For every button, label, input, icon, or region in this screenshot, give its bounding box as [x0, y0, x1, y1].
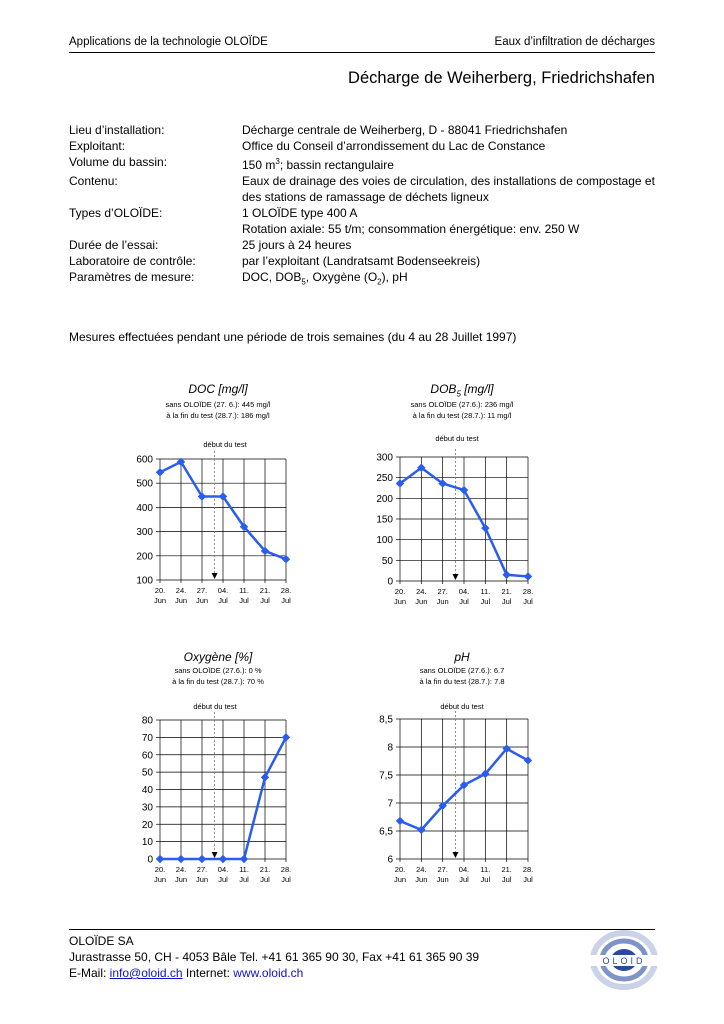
x-tick-label-day: 20. — [394, 865, 406, 874]
test-start-arrow — [452, 574, 458, 580]
chart-oxygen — [118, 650, 318, 900]
y-tick-label: 30 — [141, 802, 153, 814]
volume-description: ; bassin rectangulaire — [279, 158, 394, 172]
info-label: Exploitant: — [69, 139, 126, 153]
x-tick-label-month: Jul — [459, 597, 469, 606]
chart-subtitle-after: à la fin du test (28.7.): 70 % — [172, 677, 264, 686]
y-tick-label: 70 — [141, 732, 153, 744]
data-point — [156, 468, 164, 476]
info-value — [242, 154, 662, 173]
chart-subtitle-before: sans OLOÏDE (27.6.): 236 mg/l — [410, 400, 514, 409]
x-tick-label-day: 27. — [196, 586, 208, 595]
test-start-arrow — [212, 573, 218, 579]
x-tick-label-day: 24. — [416, 587, 427, 596]
info-row — [69, 253, 662, 269]
info-row — [69, 173, 662, 205]
data-point — [396, 817, 404, 825]
chart-subtitle-before: sans OLOÏDE (27. 6.): 445 mg/l — [165, 400, 271, 409]
x-tick-label-month: Jun — [415, 597, 428, 606]
parameter-oxygen: , Oxygène (O — [305, 270, 378, 284]
footer-contact — [69, 965, 479, 981]
info-value: par l’exploitant (Landratsamt Bodenseekreis) — [242, 254, 481, 268]
data-point — [240, 855, 248, 863]
x-tick-label-month: Jul — [218, 596, 228, 605]
x-tick-label-day: 11. — [480, 865, 491, 874]
x-tick-label-day: 28. — [280, 586, 292, 595]
x-tick-label-month: Jul — [218, 875, 228, 884]
chart-subtitle-before: sans OLOÏDE (27.6.): 6.7 — [419, 666, 505, 675]
x-tick-label-day: 20. — [154, 865, 166, 874]
data-point — [502, 571, 510, 579]
x-tick-label-day: 28. — [280, 865, 292, 874]
y-tick-label: 40 — [141, 785, 153, 796]
chart-title: Oxygène [%] — [183, 650, 253, 664]
y-tick-label: 6,5 — [379, 826, 393, 838]
info-label: Lieu d’installation: — [69, 123, 165, 137]
x-tick-label-month: Jul — [239, 875, 249, 884]
info-value: 1 OLOÏDE type 400 A — [242, 206, 358, 220]
y-tick-label: 10 — [141, 837, 153, 849]
header-right: Eaux d’infiltration de décharges — [494, 36, 655, 48]
x-tick-label-month: Jun — [436, 875, 449, 884]
info-row — [69, 237, 662, 253]
chart-subtitle-after: à la fin du test (28.7.): 7.8 — [419, 677, 505, 686]
x-tick-label-day: 21. — [259, 586, 271, 595]
info-value — [242, 269, 662, 290]
x-tick-label-month: Jul — [480, 875, 491, 884]
chart-subtitle-after: à la fin du test (28.7.): 11 mg/l — [412, 411, 512, 420]
y-tick-label: 0 — [387, 576, 393, 588]
chart-plot — [362, 382, 562, 617]
chart-ph — [362, 650, 562, 900]
x-tick-label-day: 04. — [217, 865, 229, 874]
y-tick-label: 200 — [136, 551, 153, 563]
x-tick-label-month: Jul — [260, 875, 270, 884]
info-row — [69, 122, 662, 138]
parameter-ph: ), pH — [381, 270, 408, 284]
x-tick-label-day: 24. — [416, 865, 427, 874]
y-tick-label: 6 — [387, 854, 393, 866]
volume-unit-exponent: 3 — [275, 157, 280, 166]
x-tick-label-day: 27. — [437, 865, 448, 874]
test-start-label: début du test — [203, 440, 247, 449]
data-point — [198, 855, 206, 863]
x-tick-label-month: Jul — [523, 597, 533, 606]
info-row — [69, 138, 662, 154]
y-tick-label: 8,5 — [379, 714, 393, 726]
y-tick-label: 600 — [136, 454, 153, 466]
info-label: Volume du bassin: — [69, 155, 168, 169]
test-start-label: début du test — [193, 702, 237, 711]
info-table — [69, 122, 662, 290]
chart-title: DOC [mg/l] — [188, 382, 248, 396]
footer-divider — [69, 929, 655, 930]
page-title: Décharge de Weiherberg, Friedrichshafen — [348, 69, 655, 87]
x-tick-label-day: 21. — [501, 587, 512, 596]
y-tick-label: 250 — [376, 473, 393, 485]
dob-subscript: 5 — [301, 277, 306, 287]
y-tick-label: 8 — [387, 742, 393, 754]
y-tick-label: 80 — [141, 715, 153, 727]
chart-doc — [118, 382, 318, 617]
info-label: Durée de l’essai: — [69, 238, 159, 252]
parameter-doc-dob: DOC, DOB — [242, 270, 302, 284]
y-tick-label: 100 — [376, 535, 393, 547]
x-tick-label-month: Jun — [153, 875, 167, 884]
chart-plot — [118, 650, 318, 900]
y-tick-label: 7 — [387, 798, 393, 810]
x-tick-label-month: Jun — [195, 596, 209, 605]
x-tick-label-month: Jul — [523, 875, 533, 884]
y-tick-label: 20 — [141, 819, 153, 831]
header-divider — [69, 52, 655, 53]
chart-subtitle-before: sans OLOÏDE (27.6.): 0 % — [174, 666, 262, 675]
x-tick-label-month: Jun — [174, 596, 188, 605]
volume-value: 150 m — [242, 158, 276, 172]
x-tick-label-month: Jun — [436, 597, 449, 606]
chart-title-main: DOB — [430, 382, 457, 396]
info-value: Eaux de drainage des voies de circulation, des installations de compostage et des stations de ramassage de déchets ligneux — [242, 174, 655, 204]
x-tick-label-month: Jun — [195, 875, 209, 884]
y-tick-label: 200 — [376, 493, 393, 505]
chart-plot — [118, 382, 318, 617]
y-tick-label: 300 — [136, 527, 153, 539]
oloid-logo — [589, 930, 659, 992]
x-tick-label-month: Jun — [393, 597, 407, 606]
y-tick-label: 150 — [376, 514, 393, 526]
x-tick-label-day: 27. — [437, 587, 448, 596]
measurement-intro: Mesures effectuées pendant une période de trois semaines (du 4 au 28 Juillet 1997) — [69, 330, 517, 344]
test-start-arrow — [212, 852, 218, 858]
data-point — [156, 855, 164, 863]
info-value: 25 jours à 24 heures — [242, 238, 352, 252]
x-tick-label-month: Jul — [480, 597, 491, 606]
x-tick-label-day: 04. — [458, 587, 470, 596]
x-tick-label-day: 11. — [239, 865, 249, 874]
x-tick-label-month: Jul — [459, 875, 469, 884]
footer-company: OLOÏDE SA — [69, 934, 134, 948]
info-label: Laboratoire de contrôle: — [69, 254, 196, 268]
data-point — [219, 855, 227, 863]
data-point — [282, 555, 290, 563]
y-tick-label: 50 — [381, 555, 393, 567]
info-value: Office du Conseil d’arrondissement du Lac de Constance — [242, 139, 546, 153]
oxygen-subscript: 2 — [377, 277, 382, 287]
y-tick-label: 100 — [136, 575, 153, 587]
y-tick-label: 7,5 — [379, 770, 393, 782]
x-tick-label-month: Jul — [281, 596, 291, 605]
info-row — [69, 221, 662, 237]
test-start-arrow — [452, 852, 458, 858]
x-tick-label-month: Jul — [239, 596, 249, 605]
logo-text: OLOID — [602, 956, 646, 966]
x-tick-label-month: Jun — [393, 875, 407, 884]
header-left: Applications de la technologie OLOÏDE — [69, 36, 268, 48]
chart-subtitle-after: à la fin du test (28.7.): 186 mg/l — [166, 411, 270, 420]
x-tick-label-month: Jul — [501, 597, 512, 606]
x-tick-label-day: 04. — [458, 865, 470, 874]
info-label: Contenu: — [69, 174, 118, 188]
website-link[interactable]: www.oloid.ch — [233, 966, 304, 980]
x-tick-label-day: 21. — [501, 865, 512, 874]
chart-title-subscript: 5 — [456, 389, 461, 399]
data-point — [524, 572, 532, 580]
test-start-label: début du test — [440, 702, 484, 711]
x-tick-label-day: 11. — [480, 587, 491, 596]
x-tick-label-month: Jun — [415, 875, 428, 884]
chart-dob5 — [362, 382, 562, 617]
x-tick-label-month: Jul — [501, 875, 512, 884]
internet-label: Internet: — [182, 966, 234, 980]
x-tick-label-month: Jun — [174, 875, 188, 884]
x-tick-label-day: 11. — [239, 586, 249, 595]
footer-address: Jurastrasse 50, CH - 4053 Bâle Tel. +41 61 365 90 30, Fax +41 61 365 90 39 — [69, 950, 480, 964]
info-value: Décharge centrale de Weiherberg, D - 88041 Friedrichshafen — [242, 123, 568, 137]
info-row — [69, 205, 662, 221]
info-label — [69, 221, 242, 237]
footer — [69, 933, 479, 981]
email-label: E-Mail: — [69, 966, 110, 980]
info-value: Rotation axiale: 55 t/m; consommation énergétique: env. 250 W — [242, 222, 580, 236]
chart-title-unit: [mg/l] — [460, 382, 494, 396]
x-tick-label-month: Jul — [281, 875, 291, 884]
email-link[interactable]: info@oloid.ch — [109, 966, 183, 980]
info-row — [69, 269, 662, 290]
test-start-label: début du test — [435, 434, 479, 443]
chart-plot — [362, 650, 562, 900]
x-tick-label-day: 24. — [175, 586, 187, 595]
y-tick-label: 60 — [141, 750, 153, 762]
info-label: Paramètres de mesure: — [69, 270, 195, 284]
x-tick-label-day: 28. — [522, 865, 534, 874]
x-tick-label-day: 21. — [259, 865, 271, 874]
chart-title: pH — [454, 650, 470, 664]
data-point — [177, 855, 185, 863]
x-tick-label-month: Jul — [260, 596, 270, 605]
y-tick-label: 500 — [136, 478, 153, 490]
info-label: Types d’OLOÏDE: — [69, 206, 163, 220]
info-row — [69, 154, 662, 173]
y-tick-label: 0 — [147, 854, 153, 866]
y-tick-label: 300 — [376, 452, 393, 464]
x-tick-label-day: 20. — [394, 587, 406, 596]
x-tick-label-day: 04. — [217, 586, 229, 595]
y-tick-label: 50 — [141, 767, 153, 779]
y-tick-label: 400 — [136, 502, 153, 514]
x-tick-label-day: 24. — [175, 865, 187, 874]
x-tick-label-day: 28. — [522, 587, 534, 596]
x-tick-label-day: 27. — [196, 865, 208, 874]
x-tick-label-month: Jun — [153, 596, 167, 605]
x-tick-label-day: 20. — [154, 586, 166, 595]
